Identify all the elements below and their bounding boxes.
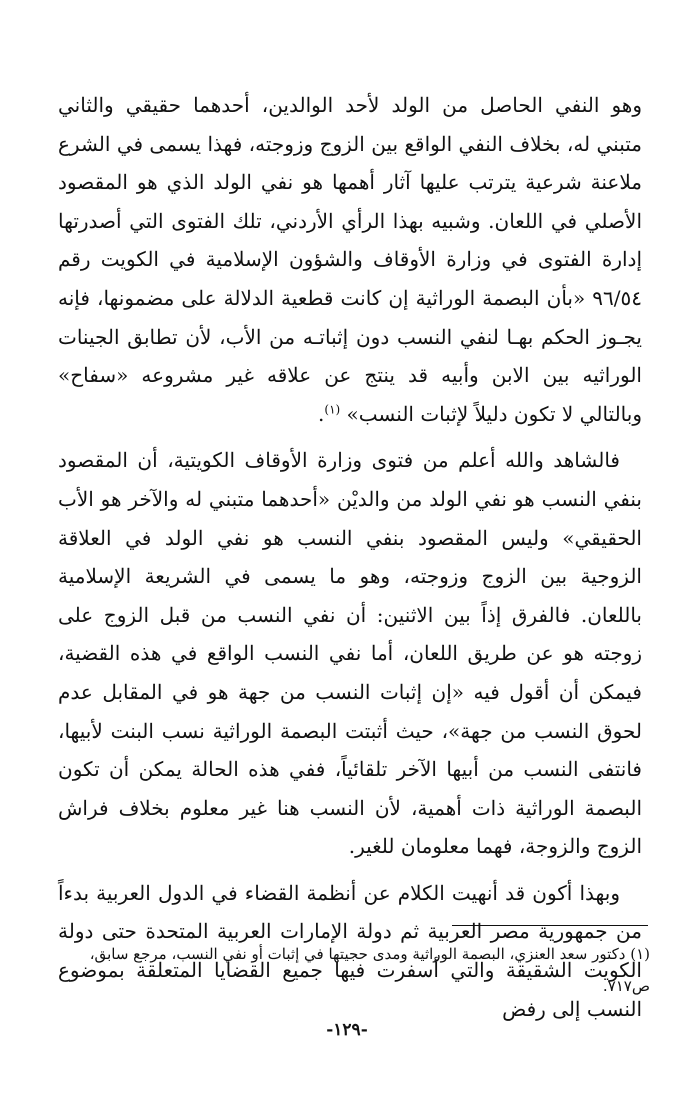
footnote-separator [452,925,648,926]
page-number: -١٢٩- [326,1020,368,1040]
paragraph-2: فالشاهد والله أعلم من فتوى وزارة الأوقاف الكويتية، أن المقصود بنفي النسب هو نفي الولد من والديْن «أحدهما متبني له والآخر هو الأب الحقيقي» وليس المقصود بنفي النسب هو نفي الولد في العلاقة الزوجية بين الزوج وزوجته، وهو ما يسمى في الشريعة الإسلامية باللعان. فالفرق إذاً بين الاثنين: أن نفي النسب من قبل الزوج على زوجته هو عن طريق اللعان، أما نفي النسب الواقع في هذه القضية، فيمكن أن أقول فيه «إن إثبات النسب من جهة هو في المقابل عدم لحوق النسب من جهة»، حيث أثبتت البصمة الوراثية نسب البنت لأبيها، فانتفى النسب من أبيها الآخر تلقائياً، ففي هذه الحالة يمكن أن تكون البصمة الوراثية ذات أهمية، لأن النسب هنا غير معلوم بخلاف فراش الزوج والزوجة، فهما معلومان للغير. [58,448,642,859]
footnote: (١) دكتور سعد العنزي، البصمة الوراثية ومدى حجيتها في إثبات أو نفي النسب، مرجع سابق، ص٧١٧. [89,945,650,995]
footnote-reference: (١) [324,402,341,417]
paragraph-3: وبهذا أكون قد أنهيت الكلام عن أنظمة القضاء في الدول العربية بدءاً من جمهورية مصر العربية ثم دولة الإمارات العربية المتحدة حتى دولة الكويت الشقيقة والتي أسفرت فيها جميع القضايا المتعلقة بموضوع النسب إلى رفض [58,880,642,1021]
paragraph-1-text: وهو النفي الحاصل من الولد لأحد الوالدين، أحدهما حقيقي والثاني متبني له، بخلاف النفي الواقع بين الزوج وزوجته، فهذا يسمى في الشرع ملاعنة شرعية يترتب عليها آثار أهمها هو نفي الولد الذي هو المقصود الأصلي في اللعان. وشبيه بهذا الرأي الأردني، تلك الفتوى التي أصدرتها إدارة الفتوى في وزارة الأوقاف والشؤون الإسلامية في الكويت رقم ٩٦/٥٤ «بأن البصمة الوراثية إن كانت قطعية الدلالة على مضمونها، فإنه يجـوز الحكم بهـا لنفي النسب دون إثباتـه من الأب، لأن تطابق الجينات الوراثيه بين الابن وأبيه قد ينتج عن علاقه غير مشروعه «سفاح» وبالتالي لا تكون دليلاً لإثبات النسب» [58,93,642,426]
paragraph-1: وهو النفي الحاصل من الولد لأحد الوالدين، أحدهما حقيقي والثاني متبني له، بخلاف النفي الواقع بين الزوج وزوجته، فهذا يسمى في الشرع ملاعنة شرعية يترتب عليها آثار أهمها هو نفي الولد الذي هو المقصود الأصلي في اللعان. وشبيه بهذا الرأي الأردني، تلك الفتوى التي أصدرتها إدارة الفتوى في وزارة الأوقاف والشؤون الإسلامية في الكويت رقم ٩٦/٥٤ «بأن البصمة الوراثية إن كانت قطعية الدلالة على مضمونها، فإنه يجـوز الحكم بهـا لنفي النسب دون إثباتـه من الأب، لأن تطابق الجينات الوراثيه بين الابن وأبيه قد ينتج عن علاقه غير مشروعه «سفاح» وبالتالي لا تكون دليلاً لإثبات النسب» $^{(١)}$. [58,93,642,426]
page-body [58,86,642,1028]
